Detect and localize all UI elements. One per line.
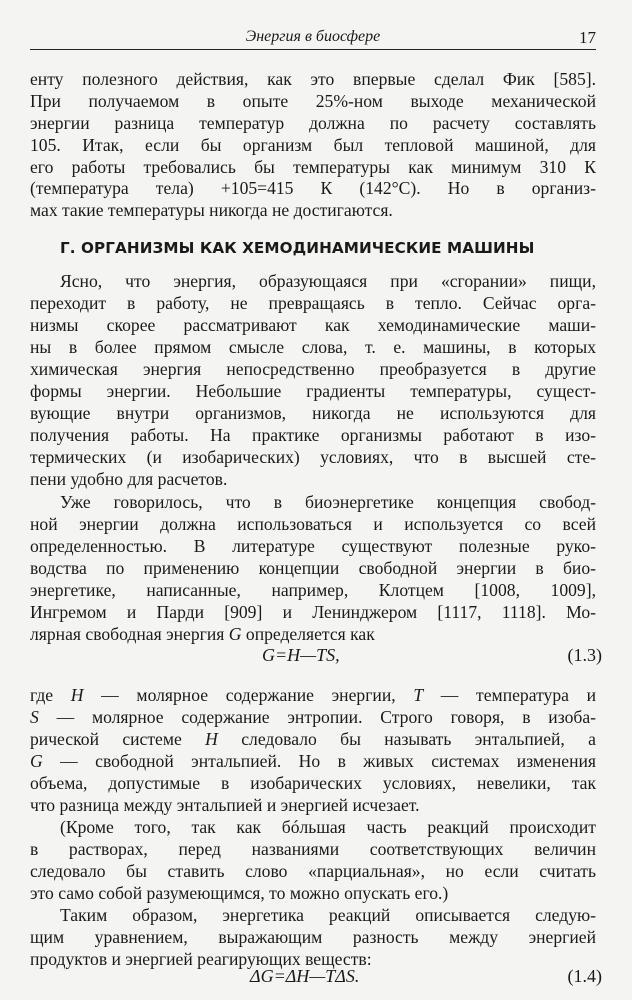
text-line: (температура тела) +105=415 К (142°С). Но в организ- — [30, 178, 596, 198]
text-line: водства по применению концепции свободной энергии в био- — [30, 558, 596, 578]
text-fragment: рической системе — [30, 729, 206, 749]
text-line: ной энергии должна использоваться и используется со всей — [30, 514, 596, 534]
text-line: 105. Итак, если бы организм был тепловой машиной, для — [30, 135, 596, 155]
text-line: Ингремом и Парди [909] и Ленинджером [1117, 1118]. Мо- — [30, 602, 596, 622]
text-line: енту полезного действия, как это впервые сделал Фик [585]. — [30, 69, 596, 89]
text-line: его работы требовались бы температуры как минимум 310 К — [30, 157, 596, 177]
text-line: получения работы. На практике организмы работают в изо- — [30, 425, 596, 445]
text-line: это само собой разумеющимся, то можно опускать его.) — [30, 883, 449, 903]
text-line: низмы скорее рассматривают как хемодинамические маши- — [30, 315, 596, 335]
text-fragment: — температура и — [423, 685, 597, 705]
running-head — [30, 28, 596, 50]
text-line: энергетике, написанные, например, Клотцем [1008, 1009], — [30, 580, 596, 600]
text-fragment: — молярное содержание энтропии. Строго говоря, в изоба- — [38, 707, 596, 727]
text-line: термических (и изобарических) условиях, что в высшей сте- — [30, 447, 596, 467]
equation: G=H—TS, — [262, 645, 340, 665]
math-variable: H — [205, 729, 218, 749]
text-line: Ясно, что энергия, образующаяся при «сгорании» пищи, — [60, 271, 596, 291]
text-fragment: определяется как — [241, 624, 375, 644]
text-line — [30, 728, 596, 750]
text-line: следовало бы ставить слово «парциальная», но если считать — [30, 861, 596, 881]
math-variable: H — [70, 685, 84, 705]
equation: ΔG=ΔH—TΔS. — [250, 966, 360, 986]
text-line: щим уравнением, выражающим разность между энергией — [30, 927, 596, 947]
text-line: энергии разница температур должна по расчету составлять — [30, 113, 596, 133]
equation-number: (1.4) — [567, 966, 602, 986]
text-line: химическая энергия непосредственно преобразуется в другие — [30, 359, 596, 379]
text-line: что разница между энтальпией и энергией исчезает. — [30, 795, 420, 815]
text-line: (Кроме того, так как бóльшая часть реакций происходит — [60, 817, 596, 837]
text-line — [30, 750, 596, 772]
text-line: пени удобно для расчетов. — [30, 469, 228, 489]
equation-number: (1.3) — [567, 645, 602, 665]
text-line: мах такие температуры никогда не достигаются. — [30, 200, 393, 220]
text-fragment: лярная свободная энергия — [30, 624, 229, 644]
math-variable: G — [228, 624, 242, 644]
text-line — [30, 706, 596, 728]
math-variable: S — [30, 707, 39, 727]
text-line: определенностью. В литературе существуют полезные руко- — [30, 536, 596, 556]
text-line: объема, допустимые в изобарических условиях, невелики, так — [30, 773, 596, 793]
page-number: 17 — [579, 28, 596, 47]
text-line: продуктов и энергией реагирующих веществ: — [30, 949, 372, 969]
text-fragment: — свободной энтальпией. Но в живых системах изменения — [42, 751, 596, 771]
text-line: ны в более прямом смысле слова, т. е. машины, в которых — [30, 337, 596, 357]
text-fragment: где — [30, 685, 71, 705]
text-line: Уже говорилось, что в биоэнергетике концепция свобод- — [60, 492, 596, 512]
text-line — [30, 684, 596, 706]
text-line: При получаемом в опыте 25%-ном выходе механической — [30, 91, 596, 111]
text-line — [30, 623, 596, 645]
text-line: переходит в работу, не превращаясь в тепло. Сейчас орга- — [30, 293, 596, 313]
section-heading: Г. ОРГАНИЗМЫ КАК ХЕМОДИНАМИЧЕСКИЕ МАШИНЫ — [60, 239, 535, 257]
running-title: Энергия в биосфере — [245, 28, 381, 45]
text-fragment: — молярное содержание энергии, — [83, 685, 414, 705]
text-line: вующие внутри организмов, никогда не используются для — [30, 403, 596, 423]
text-line: в растворах, перед названиями соответствующих величин — [30, 839, 596, 859]
math-variable: T — [413, 685, 424, 705]
text-line: Таким образом, энергетика реакций описывается следую- — [60, 905, 596, 925]
header-rule — [30, 49, 596, 50]
math-variable: G — [30, 751, 43, 771]
text-fragment: следовало бы называть энтальпией, а — [217, 729, 596, 749]
text-line: формы энергии. Небольшие градиенты температуры, сущест- — [30, 381, 596, 401]
